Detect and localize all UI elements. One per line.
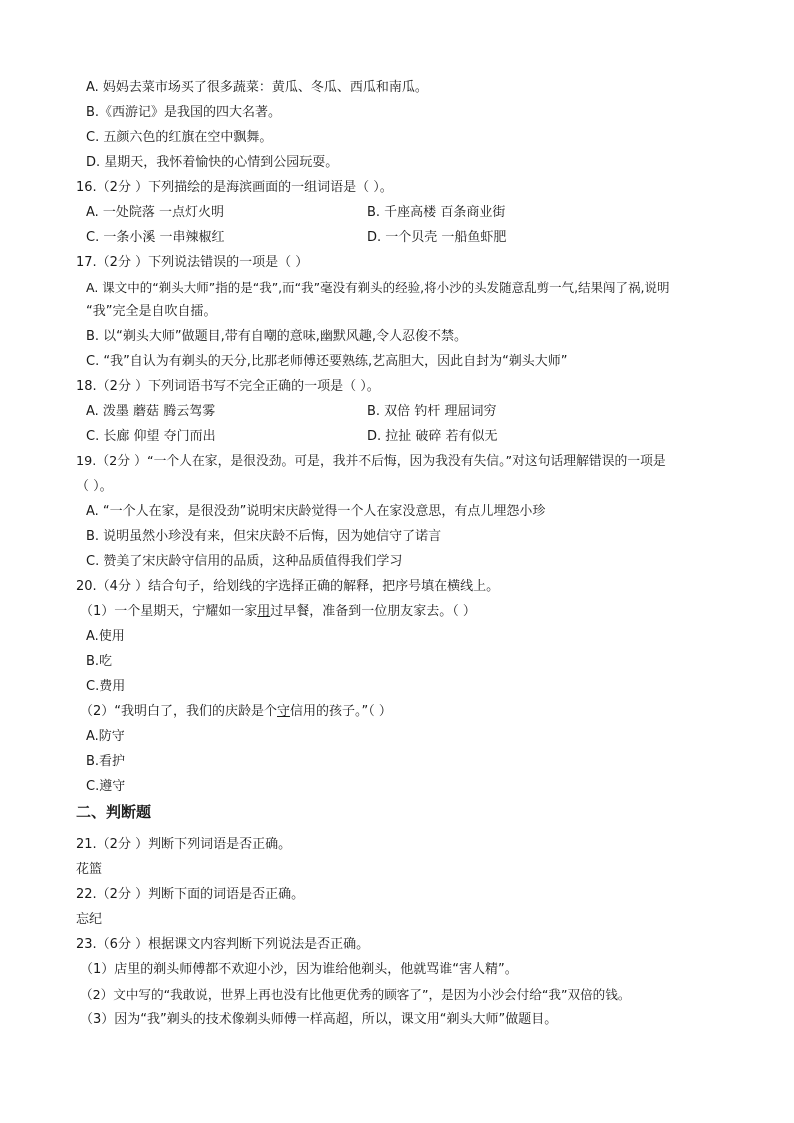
q23-statement-1: （1）店里的剃头师傅都不欢迎小沙，因为谁给他剃头，他就骂谁“害人精”。 [80,962,518,977]
q15-option-d: D. 星期天，我怀着愉快的心情到公园玩耍。 [86,155,339,170]
q18-stem: 18.（2分 ）下列词语书写不完全正确的一项是（ ）。 [76,379,380,394]
q23-statement-3: （3）因为“我”剃头的技术像剃头师傅一样高超，所以，课文用“剃头大师”做题目。 [80,1012,558,1027]
q20-sub2-option-c: C.遵守 [86,779,126,794]
q15-option-c: C. 五颜六色的红旗在空中飘舞。 [86,130,273,145]
section-title-judgement: 二、判断题 [76,803,152,821]
q20-sub1-text: （1）一个星期天，宁耀如一家 [80,604,258,619]
q20-sub1-option-a: A.使用 [86,629,125,644]
q17-option-a: A. 课文中的“剃头大师”指的是“我”,而“我”毫没有剃头的经验,将小沙的头发随意乱剪一气,结果闯了祸,说明 [86,280,670,295]
q18-option-b: B. 双倍 钓杆 理屈词穷 [367,404,497,419]
q20-sub2-underlined-char: 守 [277,704,291,719]
q16-stem: 16.（2分 ）下列描绘的是海滨画面的一组词语是（ ）。 [76,180,393,195]
q17-stem: 17.（2分 ）下列说法错误的一项是（ ） [76,255,309,270]
q19-stem: 19.（2分 ）“一个人在家，是很没劲。可是，我并不后悔，因为我没有失信。”对这句话理解错误的一项是 [76,454,666,469]
q20-sub1 [80,603,476,621]
q20-sub1-option-b: B.吃 [86,654,113,669]
q20-sub2-option-b: B.看护 [86,754,126,769]
q19-stem-cont: （ ）。 [76,479,113,494]
q18-option-d: D. 拉扯 破碎 若有似无 [367,429,498,444]
q18-option-c: C. 长廊 仰望 夺门而出 [86,429,216,444]
q20-sub2-text-end: 信用的孩子。”（ ） [290,704,392,719]
q17-option-b: B. 以“剃头大师”做题目,带有自嘲的意味,幽默风趣,令人忍俊不禁。 [86,329,468,344]
q16-option-c: C. 一条小溪 一串辣椒红 [86,230,225,245]
q19-option-c: C. 赞美了宋庆龄守信用的品质，这种品质值得我们学习 [86,554,403,569]
q16-option-b: B. 千座高楼 百条商业街 [367,205,506,220]
q22-word: 忘纪 [76,912,103,927]
q19-option-b: B. 说明虽然小珍没有来，但宋庆龄不后悔，因为她信守了诺言 [86,529,442,544]
q20-sub1-underlined-char: 用 [257,604,271,619]
q20-sub2-option-a: A.防守 [86,729,125,744]
q17-option-a-cont: “我”完全是自吹自擂。 [86,304,217,319]
q15-option-b: B.《西游记》是我国的四大名著。 [86,105,282,120]
q15-option-a: A. 妈妈去菜市场买了很多蔬菜：黄瓜、冬瓜、西瓜和南瓜。 [86,80,428,95]
q23-statement-2: （2）文中写的“我敢说，世界上再也没有比他更优秀的顾客了”，是因为小沙会付给“我”双倍的钱。 [80,987,631,1002]
q17-option-c: C. “我”自认为有剃头的天分,比那老师傅还要熟练,艺高胆大，因此自封为“剃头大师” [86,354,568,369]
q16-option-d: D. 一个贝壳 一船鱼虾肥 [367,230,507,245]
q23-stem: 23.（6分 ）根据课文内容判断下列说法是否正确。 [76,937,370,952]
q20-sub1-text-end: 过早餐，准备到一位朋友家去。（ ） [270,604,476,619]
q18-option-a: A. 泼墨 蘑菇 腾云驾雾 [86,404,216,419]
q20-stem: 20.（4分 ）结合句子，给划线的字选择正确的解释，把序号填在横线上。 [76,579,500,594]
q16-option-a: A. 一处院落 一点灯火明 [86,205,225,220]
q20-sub1-option-c: C.费用 [86,679,126,694]
q20-sub2-text: （2）“我明白了，我们的庆龄是个 [80,704,278,719]
q20-sub2 [80,703,392,721]
q19-option-a: A. “一个人在家，是很没劲”说明宋庆龄觉得一个人在家没意思，有点儿埋怨小珍 [86,504,546,519]
q21-stem: 21.（2分 ）判断下列词语是否正确。 [76,837,292,852]
q22-stem: 22.（2分 ）判断下面的词语是否正确。 [76,887,305,902]
q21-word: 花篮 [76,862,103,877]
